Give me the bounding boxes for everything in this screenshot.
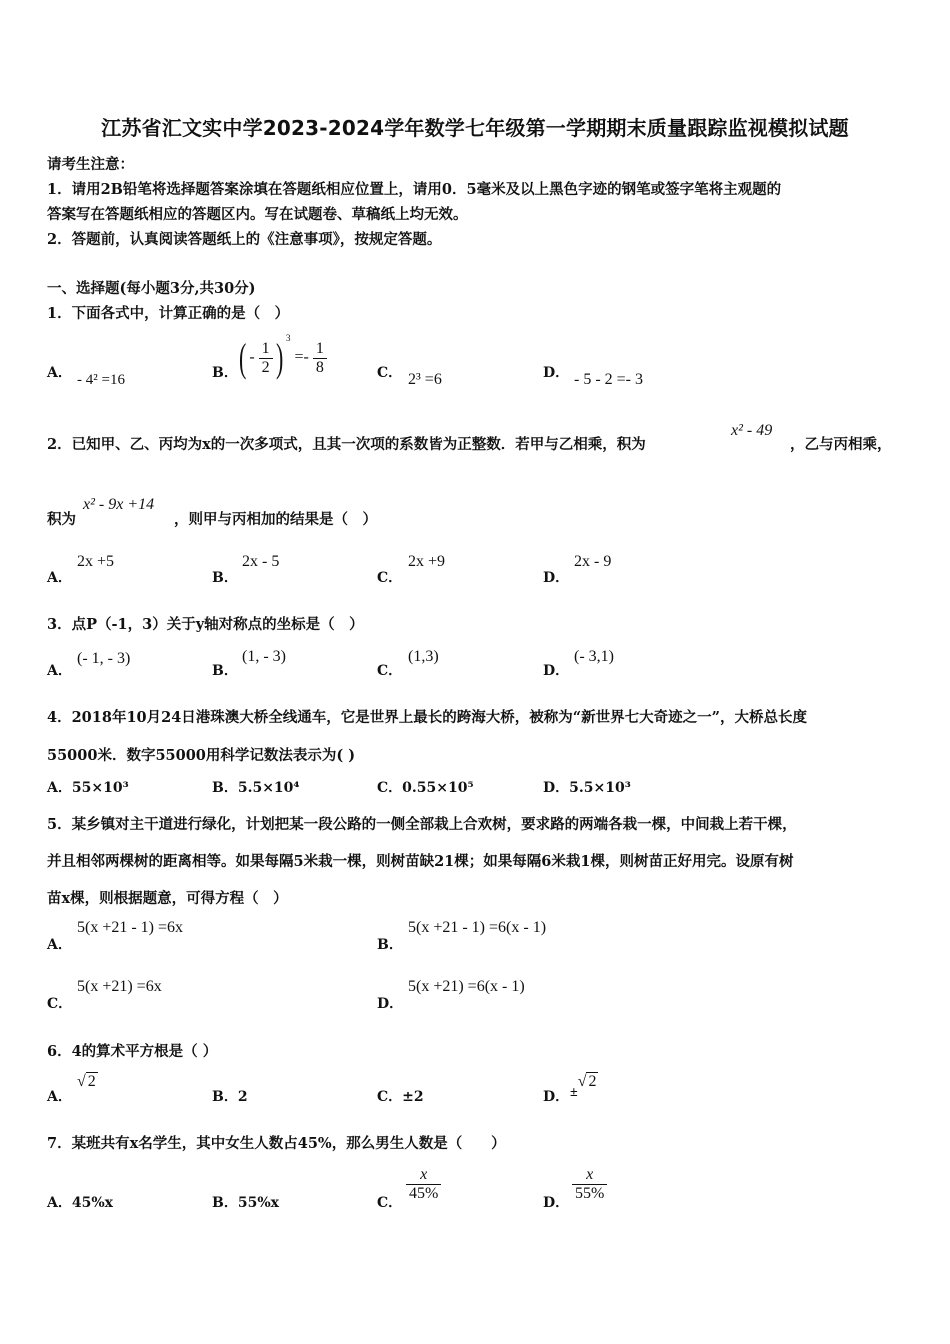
q6-option-b[interactable] [212, 1086, 248, 1106]
q5-option-b-label[interactable]: B． [377, 937, 403, 953]
q6-option-a-expr [77, 1072, 98, 1091]
denominator: 2 [259, 358, 273, 377]
fraction-eighth [313, 340, 327, 377]
q5-option-c-label[interactable]: C． [47, 996, 73, 1012]
question-2-stem-b: ，乙与丙相乘， [790, 436, 892, 453]
numerator: 1 [261, 339, 270, 357]
q2-option-d-expr: 2x - 9 [574, 553, 612, 570]
q1-option-b-label[interactable]: B． [212, 365, 238, 381]
page-title: 江苏省汇文实中学2023-2024学年数学七年级第一学期期末质量跟踪监视模拟试题 [101, 116, 849, 140]
value: 5.5×10⁴ [237, 780, 300, 796]
minus-sign: - [249, 348, 255, 366]
q5-option-c-expr: 5(x +21) =6x [77, 978, 162, 995]
q7-option-d-label[interactable]: D． [543, 1195, 570, 1211]
value: 55×10³ [71, 780, 129, 796]
notice-line-1a: 1．请用2B铅笔将选择题答案涂填在答题纸相应位置上，请用0．5毫米及以上黑色字迹的钢笔或签字笔将主观题的 [47, 181, 782, 198]
exponent: 3 [285, 333, 291, 344]
value: 55%x [237, 1195, 279, 1211]
denominator: 45% [406, 1184, 441, 1203]
q6-option-a-label[interactable]: A． [47, 1089, 72, 1105]
q3-option-c-label[interactable]: C． [377, 663, 403, 679]
q2-option-c-label[interactable]: C． [377, 570, 403, 586]
q1-option-a-label[interactable]: A． [47, 365, 72, 381]
question-2-stem-c: 积为 [47, 511, 76, 528]
q2-option-a-label[interactable]: A． [47, 570, 72, 586]
q2-expr-2 [83, 496, 154, 514]
q1-option-c-label[interactable]: C． [377, 365, 403, 381]
q1-option-d-expr: - 5 - 2 =- 3 [574, 371, 644, 388]
label: C． [377, 780, 403, 796]
question-5-stem-a: 5．某乡镇对主干道进行绿化，计划把某一段公路的一侧全部栽上合欢树，要求路的两端各栽一棵，中间栽上若干棵， [47, 816, 797, 833]
label: B． [212, 780, 238, 796]
q1-option-d-label[interactable]: D． [543, 365, 570, 381]
q7-option-c-expr [406, 1166, 441, 1203]
q7-option-d-expr [572, 1166, 607, 1203]
plus-minus: ± [570, 1085, 578, 1100]
question-4-stem-b: 55000米．数字55000用科学记数法表示为( ) [47, 747, 356, 764]
denominator: 55% [572, 1184, 607, 1203]
notice-heading: 请考生注意： [47, 156, 134, 173]
question-2-stem-d: ，则甲与丙相加的结果是（ ） [174, 511, 377, 528]
q5-option-d-label[interactable]: D． [377, 996, 404, 1012]
q6-option-d-expr [570, 1072, 598, 1100]
label: A． [47, 1195, 72, 1211]
fraction-half [259, 340, 273, 377]
label: D． [543, 780, 570, 796]
numerator: 1 [315, 339, 324, 357]
q3-option-b-expr: (1, - 3) [242, 648, 286, 665]
radicand: 2 [588, 1073, 597, 1090]
q3-option-a-label[interactable]: A． [47, 663, 72, 679]
value: 45%x [71, 1195, 114, 1211]
q2-option-b-label[interactable]: B． [212, 570, 238, 586]
q2-option-d-label[interactable]: D． [543, 570, 570, 586]
denominator: 8 [313, 358, 327, 377]
label: B． [212, 1195, 238, 1211]
value: 2 [237, 1089, 248, 1105]
q2-option-b-expr: 2x - 5 [242, 553, 280, 570]
q5-option-d-expr: 5(x +21) =6(x - 1) [408, 978, 525, 995]
q1-option-b-expr [236, 333, 327, 380]
radicand: 2 [87, 1073, 96, 1090]
q2-expr-1 [731, 422, 772, 440]
q2-option-c-expr: 2x +9 [408, 553, 446, 570]
q5-option-b-expr: 5(x +21 - 1) =6(x - 1) [408, 919, 547, 936]
label: B． [212, 1089, 238, 1105]
section-heading: 一、选择题(每小题3分,共30分) [47, 280, 256, 297]
value: 5.5×10³ [569, 780, 631, 796]
q7-option-b[interactable] [212, 1192, 279, 1212]
question-7-stem: 7．某班共有x名学生，其中女生人数占45%，那么男生人数是（ ） [47, 1135, 506, 1152]
sqrt-icon: √ 2 [577, 1073, 597, 1090]
q3-option-c-expr: (1,3) [408, 648, 439, 665]
question-5-stem-c: 苗x棵，则根据题意，可得方程（ ） [47, 890, 288, 907]
q6-option-c[interactable] [377, 1086, 424, 1106]
sqrt-icon: √ 2 [77, 1073, 96, 1090]
q7-option-a[interactable] [47, 1192, 113, 1212]
q2-option-a-expr: 2x +5 [77, 553, 115, 570]
left-paren: ( [238, 335, 247, 380]
q3-option-a-expr: (- 1, - 3) [77, 650, 131, 667]
notice-line-2: 2．答题前，认真阅读答题纸上的《注意事项》，按规定答题。 [47, 231, 442, 248]
q4-option-b[interactable] [212, 777, 300, 797]
fraction [406, 1166, 441, 1203]
q1-option-c-expr: 2³ =6 [408, 371, 442, 388]
numerator: x [586, 1166, 594, 1183]
q7-option-c-label[interactable]: C． [377, 1195, 403, 1211]
question-2-stem-a: 2．已知甲、乙、丙均为x的一次多项式，且其一次项的系数皆为正整数．若甲与乙相乘，积为 [47, 436, 646, 453]
q5-option-a-expr: 5(x +21 - 1) =6x [77, 919, 184, 936]
value: 0.55×10⁵ [402, 780, 474, 796]
expr-text: x² - 49 [731, 422, 773, 439]
q4-option-c[interactable] [377, 777, 474, 797]
q3-option-b-label[interactable]: B． [212, 663, 238, 679]
question-1-stem: 1．下面各式中，计算正确的是（ ） [47, 305, 290, 322]
q3-option-d-expr: (- 3,1) [574, 648, 614, 665]
right-paren: ) [275, 335, 283, 380]
q1-option-a-expr [77, 372, 125, 389]
numerator: x [420, 1166, 428, 1183]
label: C． [377, 1089, 403, 1105]
q5-option-a-label[interactable]: A． [47, 937, 72, 953]
question-4-stem-a: 4．2018年10月24日港珠澳大桥全线通车，它是世界上最长的跨海大桥，被称为“新世界七大奇迹之一”，大桥总长度 [47, 709, 807, 726]
label: A． [47, 780, 72, 796]
q3-option-d-label[interactable]: D． [543, 663, 570, 679]
q4-option-a[interactable] [47, 777, 129, 797]
expr-text: x² - 9x +14 [83, 496, 155, 513]
value: ±2 [402, 1089, 424, 1105]
question-5-stem-b: 并且相邻两棵树的距离相等。如果每隔5米栽一棵，则树苗缺21棵；如果每隔6米栽1棵，则树苗正好用完。设原有树 [47, 853, 794, 870]
q1-a-text: - 4² =16 [77, 372, 125, 388]
fraction [572, 1166, 607, 1203]
question-3-stem: 3．点P（-1，3）关于y轴对称点的坐标是（ ） [47, 616, 364, 633]
q6-option-d-label[interactable]: D． [543, 1089, 570, 1105]
q4-option-d[interactable] [543, 777, 631, 797]
notice-line-1b: 答案写在答题纸相应的答题区内。写在试题卷、草稿纸上均无效。 [47, 206, 468, 223]
equals-minus: =- [294, 348, 309, 366]
question-6-stem: 6．4的算术平方根是（ ） [47, 1043, 218, 1060]
